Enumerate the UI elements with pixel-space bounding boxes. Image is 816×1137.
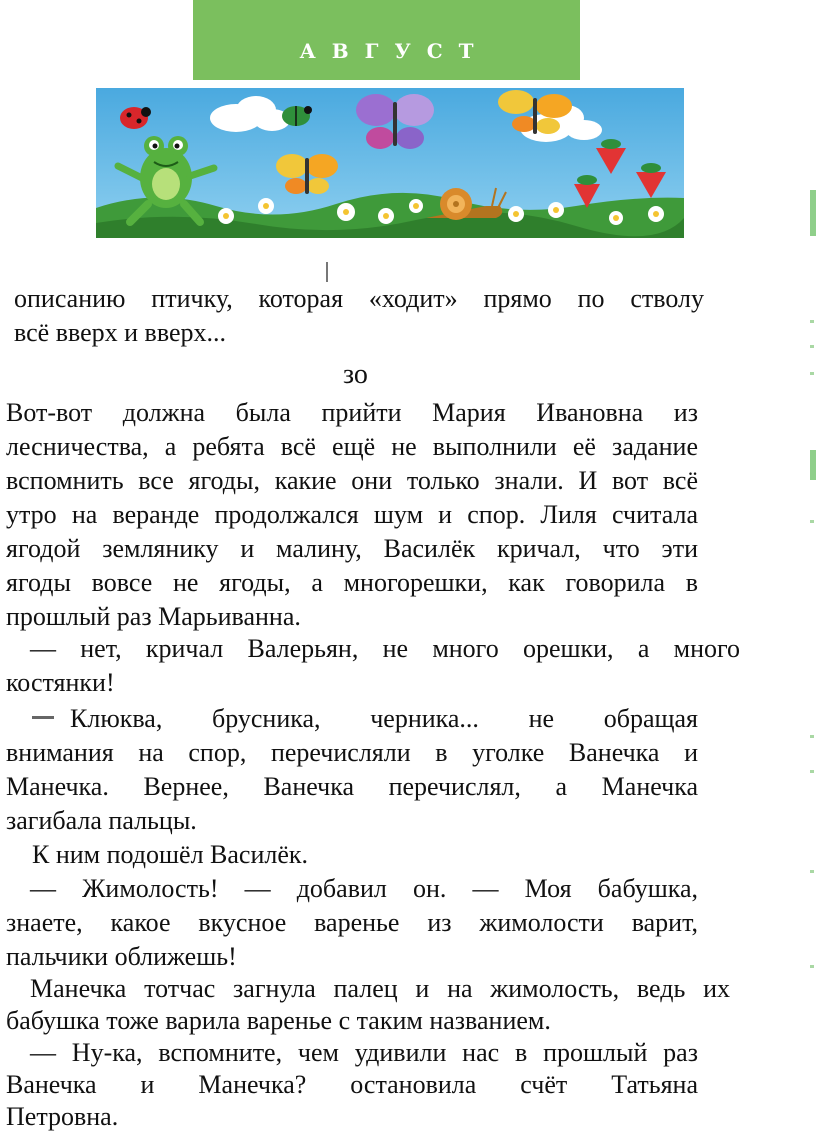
text-line: Вот-вот должна была прийти Мария Ивановна из [6, 398, 698, 427]
text-line: — Жимолость! — добавил он. — Моя бабушка, [30, 874, 698, 903]
summer-illustration [96, 88, 684, 238]
text-line: знаете, какое вкусное варенье из жимолости варит, [6, 908, 698, 937]
text-line: загибала пальцы. [6, 806, 197, 835]
text-line: утро на веранде продолжался шум и спор. Лиля считала [6, 500, 698, 529]
text-line: — нет, кричал Валерьян, не много орешки, а много [30, 634, 740, 663]
text-line: ягодой землянику и малину, Василёк кричал, что эти [6, 534, 698, 563]
text-line: Ванечка и Манечка? остановила счёт Татьяна [6, 1070, 698, 1099]
month-banner [193, 0, 580, 80]
month-title: АВГУСТ [299, 39, 490, 63]
page-number: зо [343, 359, 368, 390]
page-edge-mark [810, 190, 816, 236]
text-cursor [326, 262, 328, 282]
dash-mark [32, 716, 54, 719]
text-line: К ним подошёл Василёк. [32, 840, 309, 869]
text-line: внимания на спор, перечисляли в уголке Ванечка и [6, 738, 698, 767]
text-line: лесничества, а ребята всё ещё не выполнили её задание [6, 432, 698, 461]
text-line: бабушка тоже варила варенье с таким названием. [6, 1006, 551, 1035]
text-line: костянки! [6, 668, 115, 697]
text-line: Петровна. [6, 1102, 119, 1131]
page-edge-mark [810, 450, 816, 480]
text-line: Манечка тотчас загнула палец и на жимолость, ведь их [30, 974, 730, 1003]
text-line: всё вверх и вверх... [14, 318, 226, 347]
text-line: вспомнить все ягоды, какие они только знали. И вот всё [6, 466, 698, 495]
text-line: прошлый раз Марьиванна. [6, 602, 301, 631]
text-line: Клюква, брусника, черника... не обращая [70, 704, 698, 733]
text-line: Манечка. Вернее, Ванечка перечислял, а Манечка [6, 772, 698, 801]
text-line: — Ну-ка, вспомните, чем удивили нас в прошлый раз [30, 1038, 698, 1067]
text-line: описанию птичку, которая «ходит» прямо по стволу [14, 284, 704, 313]
text-line: пальчики оближешь! [6, 942, 237, 971]
text-line: ягоды вовсе не ягоды, а многорешки, как говорила в [6, 568, 698, 597]
butterfly-icon [356, 94, 434, 149]
